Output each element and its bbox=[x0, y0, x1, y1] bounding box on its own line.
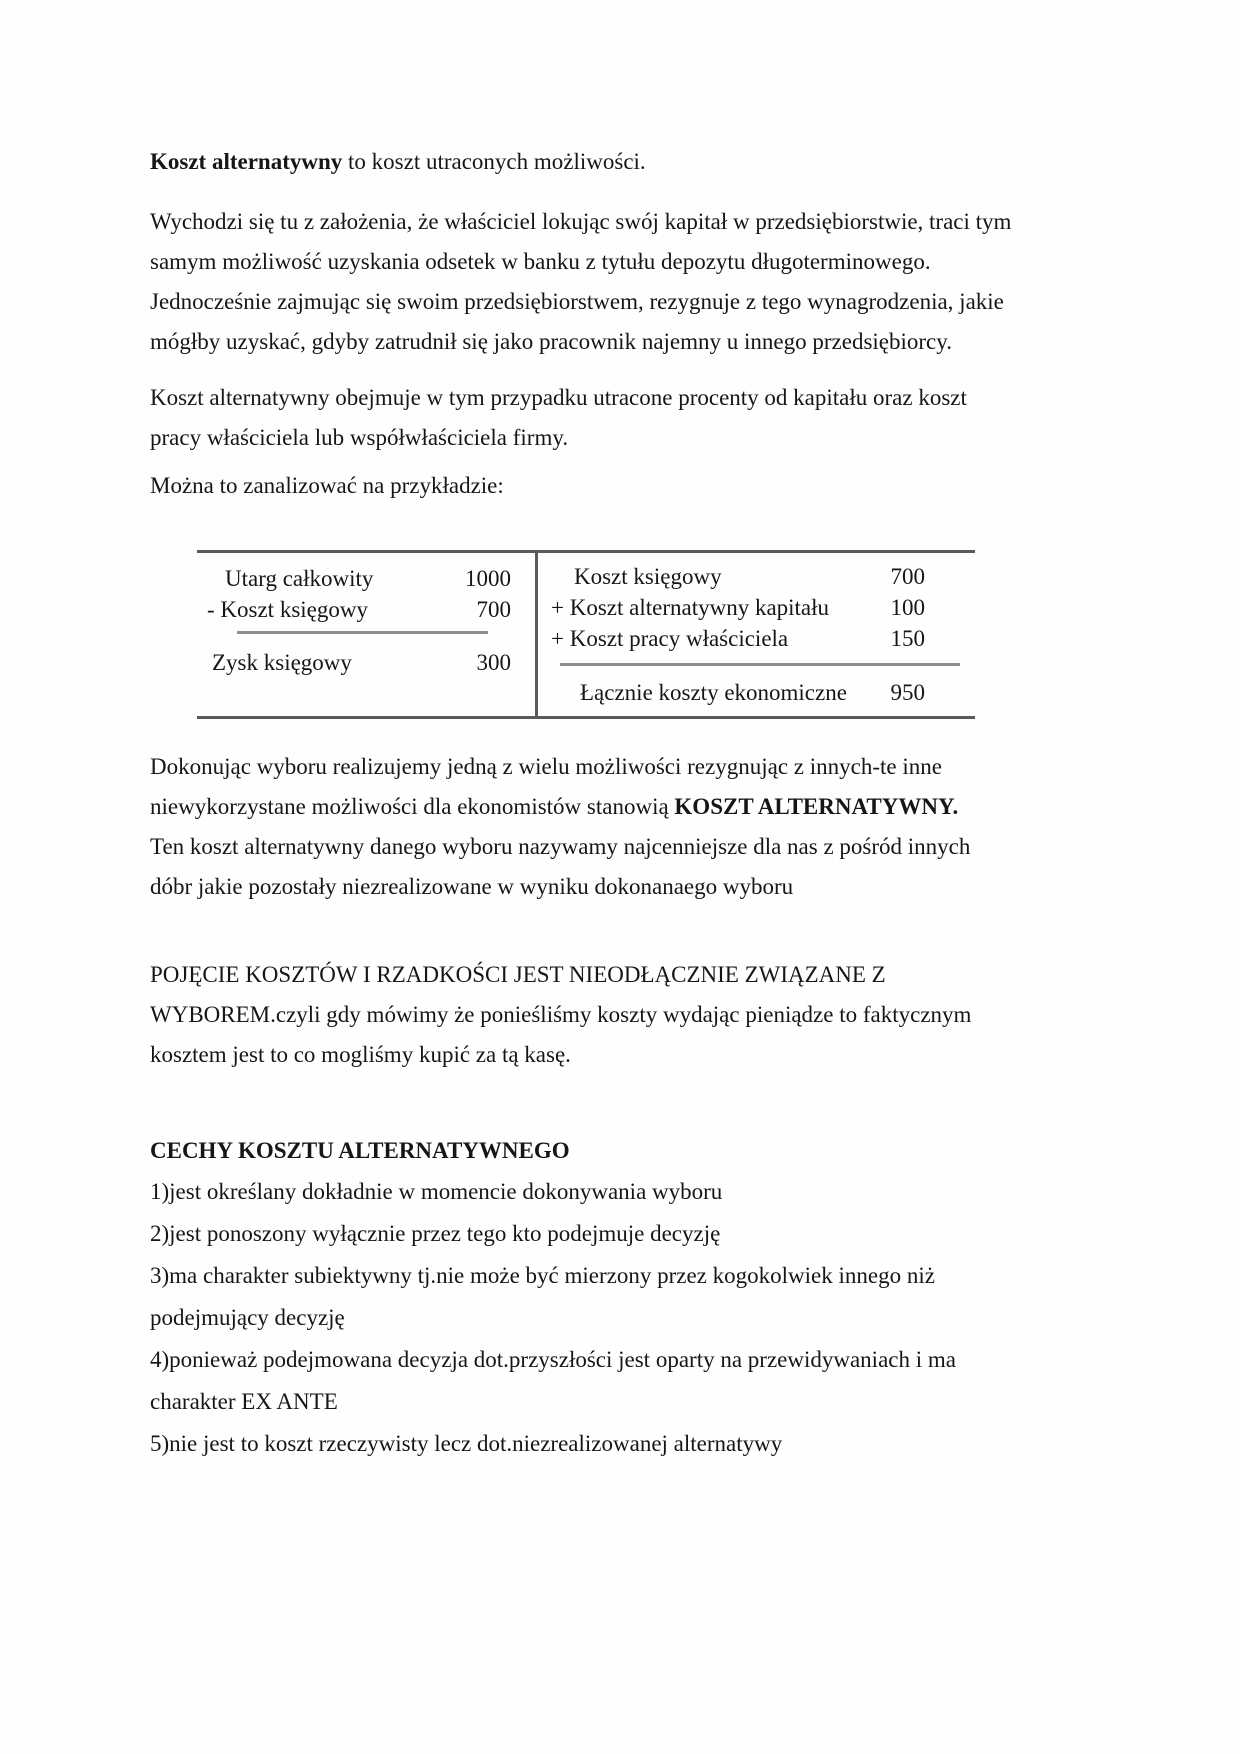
list-item-line: 5)nie jest to koszt rzeczywisty lecz dot.niezrealizowanej alternatywy bbox=[150, 1431, 783, 1456]
table-total-row bbox=[197, 647, 535, 678]
paragraph-line: WYBOREM.czyli gdy mówimy że ponieśliśmy koszty wydając pieniądze to faktycznym bbox=[150, 1002, 972, 1027]
intro-definition: to koszt utraconych możliwości. bbox=[342, 149, 646, 174]
row-label: - Koszt księgowy bbox=[207, 597, 368, 622]
section-heading: CECHY KOSZTU ALTERNATYWNEGO bbox=[150, 1138, 570, 1163]
paragraph-line: kosztem jest to co mogliśmy kupić za tą kasę. bbox=[150, 1042, 571, 1067]
row-value: 700 bbox=[476, 597, 511, 622]
table-row bbox=[197, 563, 535, 594]
table-right-column bbox=[538, 553, 975, 716]
paragraph-choice bbox=[150, 747, 1110, 907]
list-item-line: 1)jest określany dokładnie w momencie dokonywania wyboru bbox=[150, 1179, 723, 1204]
paragraph-line: Koszt alternatywny obejmuje w tym przypadku utracone procenty od kapitału oraz koszt bbox=[150, 385, 967, 410]
table-left-column bbox=[197, 553, 538, 716]
list-item-line: podejmujący decyzję bbox=[150, 1305, 345, 1330]
sum-rule bbox=[560, 663, 960, 666]
features-section bbox=[150, 1131, 1110, 1465]
row-value: 100 bbox=[890, 595, 925, 620]
line-text: niewykorzystane możliwości dla ekonomistów stanowią bbox=[150, 794, 675, 819]
paragraph-line: mógłby uzyskać, gdyby zatrudnił się jako pracownik najemny u innego przedsiębiorcy. bbox=[150, 329, 953, 354]
example-lead-line: Można to zanalizować na przykładzie: bbox=[150, 473, 504, 498]
list-item-line: 3)ma charakter subiektywny tj.nie może być mierzony przez kogokolwiek innego niż bbox=[150, 1263, 935, 1288]
intro-line bbox=[150, 142, 1110, 182]
row-label: Łącznie koszty ekonomiczne bbox=[580, 680, 847, 705]
paragraph-line: Ten koszt alternatywny danego wyboru nazywamy najcenniejsze dla nas z pośród innych bbox=[150, 834, 971, 859]
row-value: 950 bbox=[890, 680, 925, 705]
paragraph-line bbox=[150, 787, 1110, 827]
emphasized-term: KOSZT ALTERNATYWNY. bbox=[674, 794, 959, 819]
paragraph-line: Dokonując wyboru realizujemy jedną z wielu możliwości rezygnując z innych-te inne bbox=[150, 754, 942, 779]
paragraph-line: Jednocześnie zajmując się swoim przedsiębiorstwem, rezygnuje z tego wynagrodzenia, jakie bbox=[150, 289, 1004, 314]
table-row bbox=[546, 592, 975, 623]
example-table bbox=[197, 550, 975, 719]
list-item-line: 4)ponieważ podejmowana decyzja dot.przyszłości jest oparty na przewidywaniach i ma bbox=[150, 1347, 956, 1372]
row-label: Zysk księgowy bbox=[212, 650, 352, 675]
sum-rule bbox=[237, 631, 488, 634]
row-label: Koszt księgowy bbox=[574, 564, 722, 589]
list-item-line: charakter EX ANTE bbox=[150, 1389, 338, 1414]
row-value: 700 bbox=[890, 564, 925, 589]
row-value: 150 bbox=[890, 626, 925, 651]
paragraph-assumption bbox=[150, 202, 1110, 362]
document-content bbox=[150, 142, 1110, 1465]
paragraph-line: POJĘCIE KOSZTÓW I RZADKOŚCI JEST NIEODŁĄCZNIE ZWIĄZANE Z bbox=[150, 962, 886, 987]
row-label: Utarg całkowity bbox=[225, 566, 374, 591]
intro-term: Koszt alternatywny bbox=[150, 149, 343, 174]
paragraph-line: pracy właściciela lub współwłaściciela firmy. bbox=[150, 425, 569, 450]
row-value: 1000 bbox=[465, 566, 511, 591]
row-value: 300 bbox=[476, 650, 511, 675]
table-row bbox=[546, 561, 975, 592]
paragraph-line: Wychodzi się tu z założenia, że właściciel lokując swój kapitał w przedsiębiorstwie, traci tym bbox=[150, 209, 1012, 234]
paragraph-line: dóbr jakie pozostały niezrealizowane w wyniku dokonanaego wyboru bbox=[150, 874, 794, 899]
row-label: + Koszt alternatywny kapitału bbox=[551, 595, 830, 620]
table-row bbox=[546, 623, 975, 654]
table-row bbox=[197, 594, 535, 625]
paragraph-opportunity-cost bbox=[150, 378, 1110, 458]
paragraph-scarcity bbox=[150, 955, 1110, 1075]
table-total-row bbox=[546, 677, 975, 708]
list-item-line: 2)jest ponoszony wyłącznie przez tego kto podejmuje decyzję bbox=[150, 1221, 721, 1246]
row-label: + Koszt pracy właściciela bbox=[551, 626, 789, 651]
paragraph-line: samym możliwość uzyskania odsetek w banku z tytułu depozytu długoterminowego. bbox=[150, 249, 931, 274]
